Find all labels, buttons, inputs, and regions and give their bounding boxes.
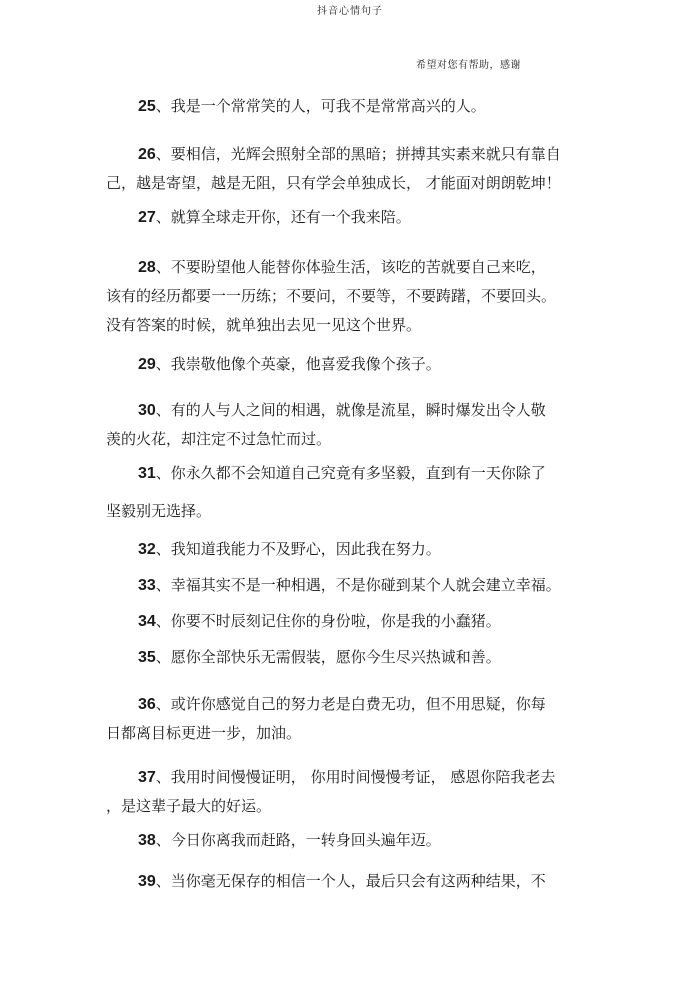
sentence-number: 31 <box>138 465 156 482</box>
sentence-number: 33 <box>138 577 156 594</box>
sentence-36 <box>0 690 700 748</box>
sentence-text: 、今日你离我而赶路，一转身回头遍年迈。 <box>155 831 441 849</box>
page-header-note: 希望对您有帮助，感谢 <box>416 60 521 71</box>
page-header-title: 抖音心情句子 <box>317 6 383 17</box>
sentence-30 <box>0 396 700 454</box>
sentence-text: 、我是一个常常笑的人，可我不是常常高兴的人。 <box>155 97 486 115</box>
sentence-text: 、你永久都不会知道自己究竟有多坚毅，直到有一天你除了 <box>155 464 546 482</box>
sentence-number: 29 <box>138 356 156 373</box>
sentence-text: 己，越是寄望，越是无阻，只有学会单独成长， 才能面对朗朗乾坤！ <box>106 174 561 192</box>
sentence-text: 、或许你感觉自己的努力老是白费无功，但不用思疑，你每 <box>155 695 546 713</box>
sentence-text: 、当你毫无保存的相信一个人，最后只会有这两种结果，不 <box>155 872 546 890</box>
sentence-31-continued <box>0 497 700 526</box>
sentence-25 <box>0 92 700 121</box>
sentence-number: 26 <box>138 146 156 163</box>
sentence-text: 、我用时间慢慢证明， 你用时间慢慢考证， 感恩你陪我老去 <box>155 768 556 786</box>
sentence-number: 35 <box>138 649 156 666</box>
sentence-33 <box>0 571 700 600</box>
sentence-number: 27 <box>138 209 156 226</box>
sentence-text: 没有答案的时候，就单独出去见一见这个世界。 <box>106 316 422 334</box>
sentence-text: 、我知道我能力不及野心，因此我在努力。 <box>155 540 441 558</box>
sentence-29 <box>0 350 700 379</box>
sentence-number: 34 <box>138 613 156 630</box>
sentence-text: 、不要盼望他人能替你体验生活，该吃的苦就要自己来吃， <box>155 258 546 276</box>
sentence-text: 、有的人与人之间的相遇，就像是流星，瞬时爆发出令人敬 <box>155 401 546 419</box>
sentence-32 <box>0 535 700 564</box>
sentence-35 <box>0 643 700 672</box>
sentence-number: 25 <box>138 98 156 115</box>
sentence-number: 32 <box>138 541 156 558</box>
sentence-text: 、幸福其实不是一种相遇，不是你碰到某个人就会建立幸福。 <box>155 576 561 594</box>
sentence-number: 37 <box>138 769 156 786</box>
sentence-number: 39 <box>138 873 156 890</box>
sentence-text: 、愿你全部快乐无需假装，愿你今生尽兴热诚和善。 <box>155 648 501 666</box>
sentence-text: 、就算全球走开你，还有一个我来陪。 <box>155 208 411 226</box>
sentence-number: 28 <box>138 259 156 276</box>
sentence-text: 、你要不时辰刻记住你的身份啦，你是我的小蠢猪。 <box>155 612 501 630</box>
sentence-text: 坚毅别无选择。 <box>106 502 212 520</box>
sentence-number: 36 <box>138 696 156 713</box>
sentence-26 <box>0 140 700 198</box>
sentence-27 <box>0 203 700 232</box>
sentence-31 <box>0 459 700 488</box>
sentence-text: 日都离目标更进一步，加油。 <box>106 724 302 742</box>
sentence-38 <box>0 826 700 855</box>
sentence-37 <box>0 763 700 821</box>
sentence-28 <box>0 253 700 340</box>
sentence-number: 30 <box>138 402 156 419</box>
sentence-number: 38 <box>138 832 156 849</box>
sentence-text: ，是这辈子最大的好运。 <box>106 797 272 815</box>
sentence-text: 该有的经历都要一一历练；不要问，不要等，不要踌躇，不要回头。 <box>106 287 557 305</box>
sentence-text: 羡的火花，却注定不过急忙而过。 <box>106 430 332 448</box>
sentence-39 <box>0 867 700 896</box>
sentence-text: 、我崇敬他像个英豪，他喜爱我像个孩子。 <box>155 355 441 373</box>
sentence-text: 、要相信，光辉会照射全部的黑暗；拼搏其实素来就只有靠自 <box>155 145 561 163</box>
sentence-34 <box>0 607 700 636</box>
